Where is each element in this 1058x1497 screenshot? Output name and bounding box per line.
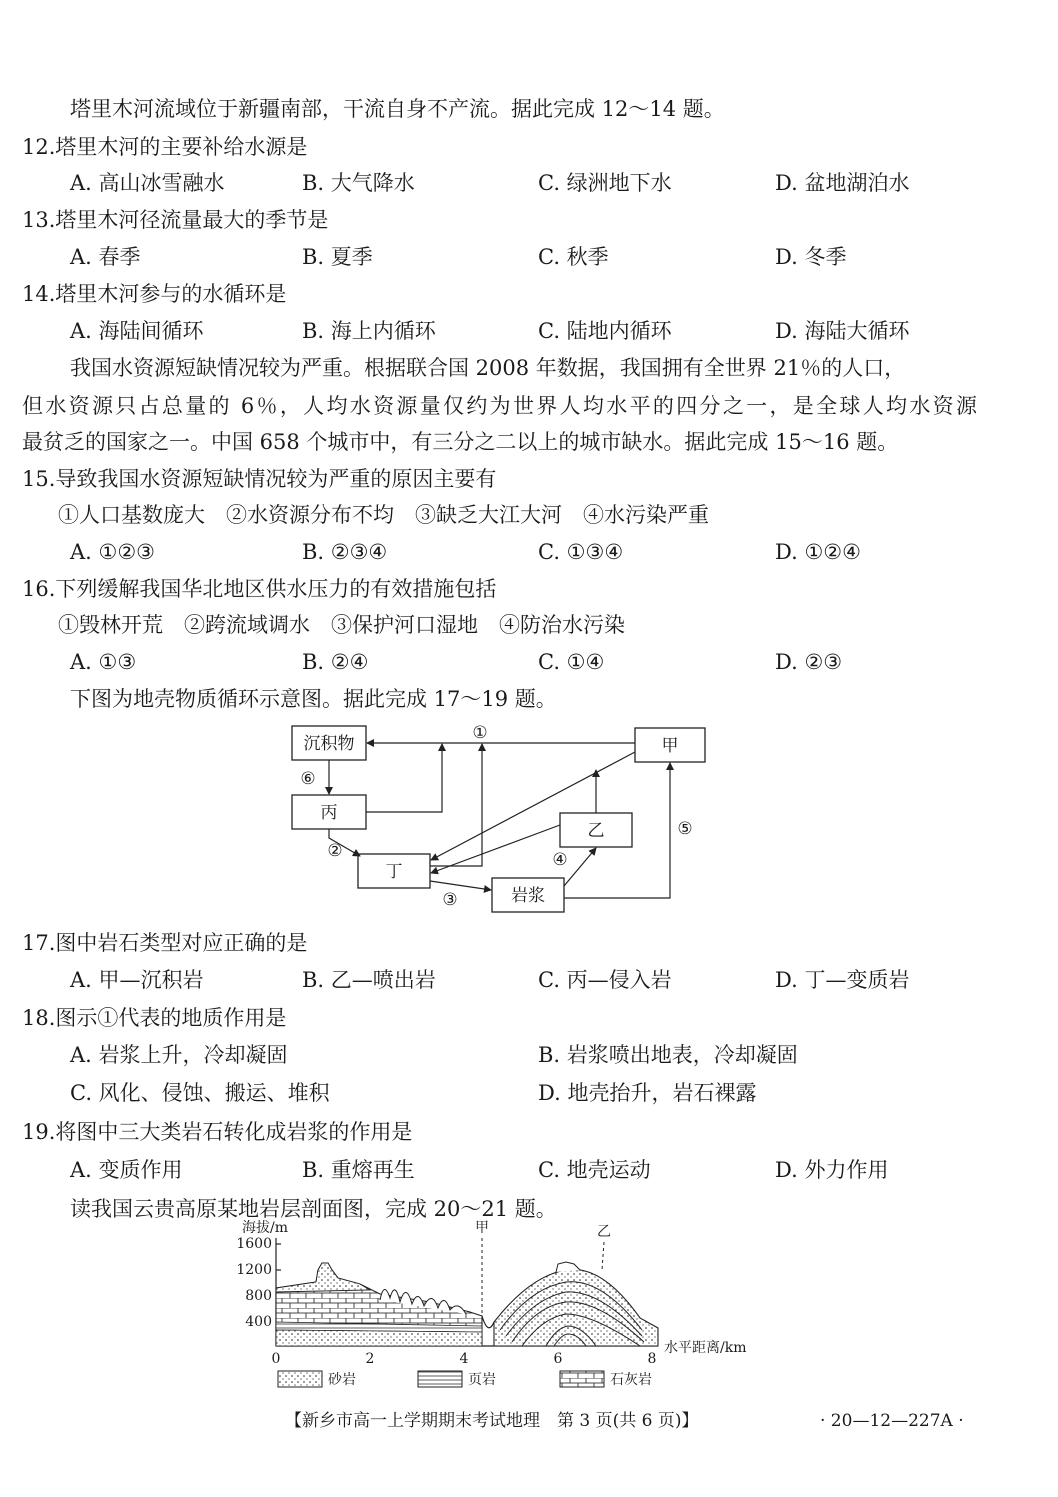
q13-option-b: B. 夏季 [302, 245, 373, 269]
q19-option-d: D. 外力作用 [775, 1158, 889, 1182]
q19-option-b: B. 重熔再生 [302, 1158, 415, 1182]
profile-x-tick-0: 0 [271, 1351, 281, 1367]
profile-x-tick-4: 4 [459, 1351, 469, 1367]
arrow-label-5: ⑤ [677, 819, 693, 839]
question-14-stem: 14.塔里木河参与的水循环是 [22, 282, 287, 306]
q19-option-a: A. 变质作用 [70, 1158, 183, 1182]
arrow-label-2: ② [327, 841, 343, 861]
page-footer-left: 【新乡市高一上学期期末考试地理 第 3 页(共 6 页)】 [285, 1411, 699, 1431]
profile-y-axis-label: 海拔/m [242, 1220, 288, 1236]
q19-option-c: C. 地壳运动 [538, 1158, 651, 1182]
q13-option-a: A. 春季 [70, 245, 141, 269]
q15-option-c: C. ①③④ [538, 540, 624, 564]
profile-x-tick-2: 2 [365, 1351, 375, 1367]
question-13-stem: 13.塔里木河径流量最大的季节是 [22, 208, 329, 232]
q15-option-b: B. ②③④ [302, 540, 388, 564]
q16-option-c: C. ①④ [538, 650, 605, 674]
profile-marker-jia: 甲 [475, 1220, 489, 1236]
arrow-label-6: ⑥ [300, 769, 316, 789]
question-18-stem: 18.图示①代表的地质作用是 [22, 1006, 287, 1030]
arrow-ding-to-sediment [430, 744, 482, 866]
intro-paragraph-4: 读我国云贵高原某地岩层剖面图，完成 20～21 题。 [70, 1197, 557, 1221]
q12-option-c: C. 绿洲地下水 [538, 171, 672, 195]
q16-option-a: A. ①③ [70, 650, 137, 674]
rock-cycle-diagram [280, 718, 720, 918]
node-jia-label: 甲 [661, 736, 679, 756]
node-magma-label: 岩浆 [511, 886, 545, 906]
q13-option-c: C. 秋季 [538, 245, 609, 269]
arrow-bing-to-sediment [366, 744, 442, 812]
q14-option-a: A. 海陆间循环 [70, 319, 204, 343]
arrow-magma-to-yi [564, 848, 596, 886]
arrow-label-4: ④ [552, 850, 568, 870]
arrow-label-3: ③ [442, 890, 458, 910]
q18-option-c: C. 风化、侵蚀、搬运、堆积 [70, 1081, 330, 1105]
q12-option-d: D. 盆地湖泊水 [775, 171, 910, 195]
arrow-yi-to-ding [431, 825, 560, 873]
q16-option-d: D. ②③ [775, 650, 843, 674]
q18-option-a: A. 岩浆上升，冷却凝固 [70, 1043, 288, 1067]
q14-option-c: C. 陆地内循环 [538, 319, 672, 343]
q18-option-d: D. 地壳抬升，岩石裸露 [538, 1081, 757, 1105]
rock-profile-diagram [230, 1218, 790, 1394]
node-bing-label: 丙 [320, 803, 338, 823]
intro-paragraph-3: 下图为地壳物质循环示意图。据此完成 17～19 题。 [70, 687, 557, 711]
q14-option-d: D. 海陆大循环 [775, 319, 910, 343]
profile-y-tick-1200: 1200 [236, 1262, 272, 1278]
q15-option-d: D. ①②④ [775, 540, 861, 564]
profile-y-tick-1600: 1600 [236, 1236, 272, 1252]
q12-option-a: A. 高山冰雪融水 [70, 171, 225, 195]
question-15-stem: 15.导致我国水资源短缺情况较为严重的原因主要有 [22, 467, 497, 491]
intro-paragraph-2-line-3: 最贫乏的国家之一。中国 658 个城市中，有三分之二以上的城市缺水。据此完成 15～16 题。 [22, 430, 899, 454]
profile-x-tick-6: 6 [553, 1351, 563, 1367]
profile-y-tick-800: 800 [245, 1288, 272, 1304]
q12-option-b: B. 大气降水 [302, 171, 415, 195]
profile-x-tick-8: 8 [647, 1351, 657, 1367]
intro-paragraph-2-line-1: 我国水资源短缺情况较为严重。根据联合国 2008 年数据，我国拥有全世界 21％的人口， [70, 356, 906, 380]
q17-option-a: A. 甲—沉积岩 [70, 968, 204, 992]
profile-x-axis-label: 水平距离/km [664, 1340, 747, 1356]
intro-paragraph-1: 塔里木河流域位于新疆南部，干流自身不产流。据此完成 12～14 题。 [70, 97, 725, 121]
node-ding-label: 丁 [385, 862, 403, 882]
q16-option-b: B. ②④ [302, 650, 369, 674]
node-yi-label: 乙 [587, 821, 605, 841]
arrow-ding-to-magma [430, 881, 491, 890]
question-16-stem: 16.下列缓解我国华北地区供水压力的有效措施包括 [22, 577, 497, 601]
q14-option-b: B. 海上内循环 [302, 319, 436, 343]
legend-sandstone-label: 砂岩 [328, 1372, 356, 1388]
intro-paragraph-2-line-2: 但水资源只占总量的 6％，人均水资源量仅约为世界人均水平的四分之一，是全球人均水资源 [22, 394, 977, 418]
q16-statements: ①毁林开荒 ②跨流域调水 ③保护河口湿地 ④防治水污染 [58, 613, 625, 637]
question-17-stem: 17.图中岩石类型对应正确的是 [22, 931, 308, 955]
q13-option-d: D. 冬季 [775, 245, 847, 269]
profile-marker-yi: 乙 [597, 1224, 611, 1240]
legend-limestone-label: 石灰岩 [610, 1372, 652, 1388]
q17-option-b: B. 乙—喷出岩 [302, 968, 436, 992]
q18-option-b: B. 岩浆喷出地表，冷却凝固 [538, 1043, 798, 1067]
q15-statements: ①人口基数庞大 ②水资源分布不均 ③缺乏大江大河 ④水污染严重 [58, 503, 709, 527]
question-19-stem: 19.将图中三大类岩石转化成岩浆的作用是 [22, 1120, 413, 1144]
profile-y-tick-400: 400 [245, 1314, 272, 1330]
arrow-label-1: ① [472, 723, 488, 743]
node-sediment-label: 沉积物 [303, 734, 355, 754]
q17-option-c: C. 丙—侵入岩 [538, 968, 672, 992]
legend-shale-label: 页岩 [468, 1372, 496, 1388]
question-12-stem: 12.塔里木河的主要补给水源是 [22, 135, 308, 159]
page-footer-right: · 20—12—227A · [820, 1411, 964, 1431]
q17-option-d: D. 丁—变质岩 [775, 968, 910, 992]
q15-option-a: A. ①②③ [70, 540, 155, 564]
